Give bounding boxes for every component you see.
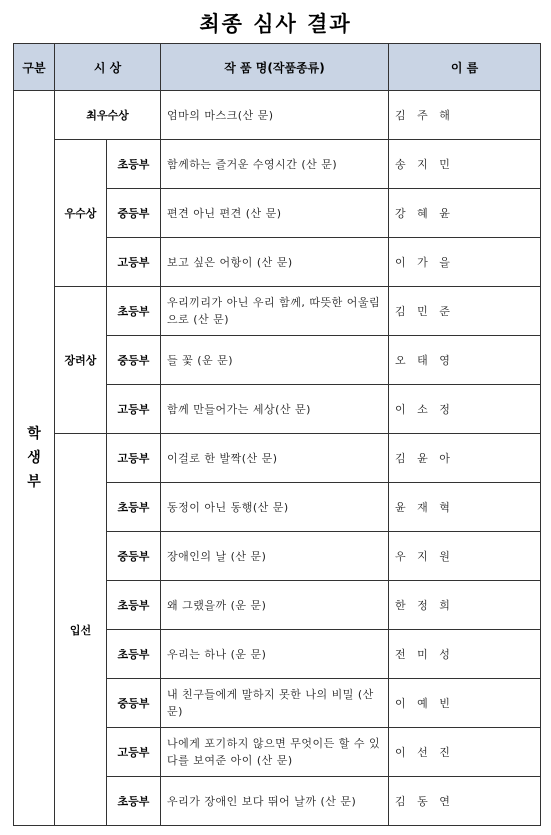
level-cell: 초등부 bbox=[107, 581, 161, 630]
header-work-title: 작 품 명(작품종류) bbox=[161, 44, 389, 91]
level-cell: 고등부 bbox=[107, 728, 161, 777]
level-cell: 고등부 bbox=[107, 238, 161, 287]
work-title: 내 친구들에게 말하지 못한 나의 비밀 (산 문) bbox=[161, 679, 389, 728]
work-title: 우리는 하나 (운 문) bbox=[161, 630, 389, 679]
level-cell: 고등부 bbox=[107, 434, 161, 483]
level-cell: 초등부 bbox=[107, 287, 161, 336]
work-title: 나에게 포기하지 않으면 무엇이든 할 수 있다를 보여준 아이 (산 문) bbox=[161, 728, 389, 777]
author-name: 한 정 희 bbox=[389, 581, 541, 630]
work-title: 엄마의 마스크(산 문) bbox=[161, 91, 389, 140]
author-name: 송 지 민 bbox=[389, 140, 541, 189]
level-cell: 초등부 bbox=[107, 777, 161, 826]
award-selected: 입선 bbox=[55, 434, 107, 826]
header-name: 이 름 bbox=[389, 44, 541, 91]
award-grand: 최우수상 bbox=[55, 91, 161, 140]
author-name: 이 예 빈 bbox=[389, 679, 541, 728]
work-title: 우리가 장애인 보다 뛰어 날까 (산 문) bbox=[161, 777, 389, 826]
author-name: 이 소 정 bbox=[389, 385, 541, 434]
header-row bbox=[14, 44, 541, 91]
award-excellence: 우수상 bbox=[55, 140, 107, 287]
work-title: 장애인의 날 (산 문) bbox=[161, 532, 389, 581]
table-row bbox=[14, 287, 541, 336]
author-name: 이 선 진 bbox=[389, 728, 541, 777]
level-cell: 초등부 bbox=[107, 630, 161, 679]
author-name: 윤 재 혁 bbox=[389, 483, 541, 532]
work-title: 함께하는 즐거운 수영시간 (산 문) bbox=[161, 140, 389, 189]
work-title: 왜 그랬을까 (운 문) bbox=[161, 581, 389, 630]
author-name: 김 윤 아 bbox=[389, 434, 541, 483]
author-name: 김 동 연 bbox=[389, 777, 541, 826]
work-title: 이걸로 한 발짝(산 문) bbox=[161, 434, 389, 483]
author-name: 우 지 원 bbox=[389, 532, 541, 581]
header-award: 시 상 bbox=[55, 44, 161, 91]
work-title: 동정이 아닌 동행(산 문) bbox=[161, 483, 389, 532]
author-name: 김 주 해 bbox=[389, 91, 541, 140]
header-category: 구분 bbox=[14, 44, 55, 91]
table-row bbox=[14, 140, 541, 189]
level-cell: 초등부 bbox=[107, 483, 161, 532]
level-cell: 중등부 bbox=[107, 336, 161, 385]
work-title: 편견 아닌 편견 (산 문) bbox=[161, 189, 389, 238]
author-name: 오 태 영 bbox=[389, 336, 541, 385]
level-cell: 중등부 bbox=[107, 189, 161, 238]
level-cell: 초등부 bbox=[107, 140, 161, 189]
author-name: 전 미 성 bbox=[389, 630, 541, 679]
group-student-cell: 학 생 부 bbox=[14, 91, 55, 826]
document-title: 최종 심사 결과 bbox=[199, 12, 352, 36]
table-row bbox=[14, 434, 541, 483]
level-cell: 중등부 bbox=[107, 532, 161, 581]
author-name: 김 민 준 bbox=[389, 287, 541, 336]
author-name: 강 혜 윤 bbox=[389, 189, 541, 238]
table-row bbox=[14, 91, 541, 140]
author-name: 이 가 을 bbox=[389, 238, 541, 287]
work-title: 들 꽃 (운 문) bbox=[161, 336, 389, 385]
work-title: 함께 만들어가는 세상(산 문) bbox=[161, 385, 389, 434]
award-encouragement: 장려상 bbox=[55, 287, 107, 434]
work-title: 우리끼리가 아닌 우리 함께, 따뜻한 어울림으로 (산 문) bbox=[161, 287, 389, 336]
level-cell: 고등부 bbox=[107, 385, 161, 434]
level-cell: 중등부 bbox=[107, 679, 161, 728]
results-table bbox=[13, 43, 541, 826]
work-title: 보고 싶은 어항이 (산 문) bbox=[161, 238, 389, 287]
